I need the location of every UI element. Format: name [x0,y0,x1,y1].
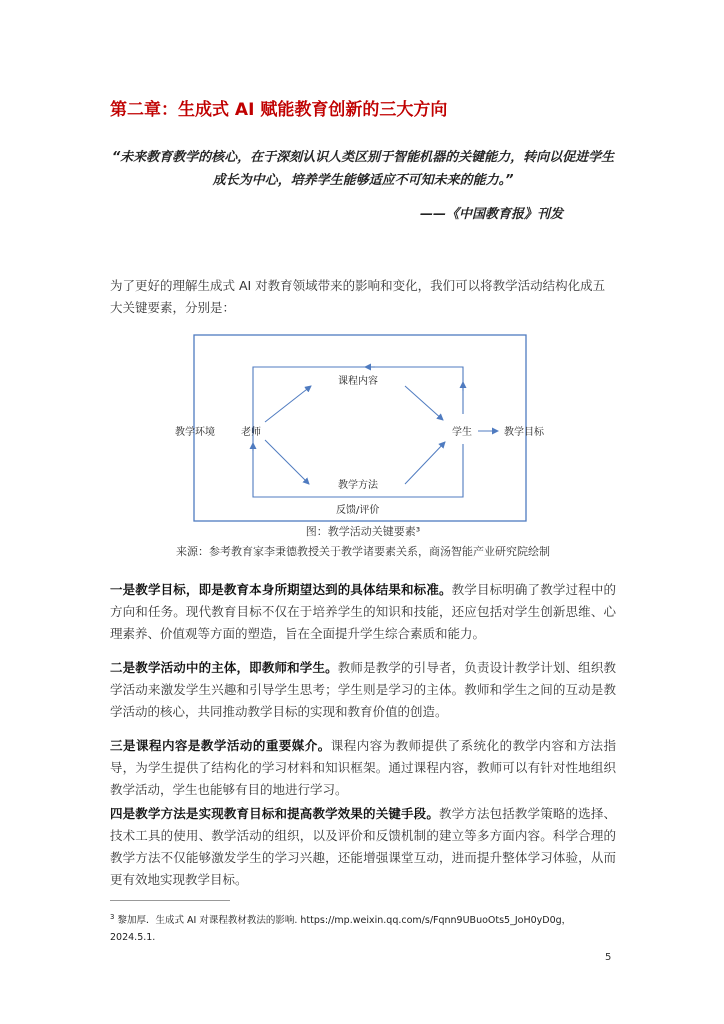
label-feedback: 反馈/评价 [336,505,380,516]
paragraph-goal [110,579,616,645]
label-teacher: 老师 [241,427,261,438]
label-method: 教学方法 [338,480,378,491]
paragraph-body: 教师是教学的引导者，负责设计教学计划、组织教学活动来激发学生兴趣和引导学生思考；学生则是学习的主体。教师和学生之间的互动是教学活动的核心，共同推动教学目标的实现和教育价值的创造。 [110,660,616,719]
paragraph-body: 教学目标明确了教学过程中的方向和任务。现代教育目标不仅在于培养学生的知识和技能，还应包括对学生创新思维、心理素养、价值观等方面的塑造，旨在全面提升学生综合素质和能力。 [110,582,616,641]
epigraph-source: ——《中国教育报》刊发 [420,207,564,222]
teacher-to-method-arrow [265,440,309,484]
method-to-student-arrow [405,442,445,484]
label-content: 课程内容 [338,376,378,387]
content-to-student-arrow [405,386,443,420]
figure-caption: 图：教学活动关键要素³ [305,525,421,538]
page-number: 5 [605,952,612,963]
paragraph-lead: 一是教学目标，即是教育本身所期望达到的具体结果和标准。 [110,582,452,597]
teaching-elements-diagram [175,334,544,522]
chapter-title: 第二章：生成式 AI 赋能教育创新的三大方向 [110,100,448,120]
footnote-divider [110,900,230,901]
epigraph-quote: “未来教育教学的核心，在于深刻认识人类区别于智能机器的关键能力，转向以促进学生成长为中心，培养学生能够适应不可知未来的能力。” [111,150,615,188]
footnote [110,909,616,946]
label-goal: 教学目标 [504,427,544,438]
figure-source: 来源：参考教育家李秉德教授关于教学诸要素关系，商汤智能产业研究院绘制 [176,545,550,558]
paragraph-lead: 四是教学方法是实现教育目标和提高教学效果的关键手段。 [110,806,439,821]
footnote-number: 3 [110,913,115,921]
teacher-to-content-arrow [265,386,311,422]
paragraph-method [110,803,616,891]
paragraph-content [110,735,616,801]
paragraph-lead: 二是教学活动中的主体，即教师和学生。 [110,660,338,675]
footnote-text[interactable]: 黎加厚．生成式 AI 对课程教材教法的影响. https://mp.weixin.qq.com/s/Fqnn9UBuoOts5_JoH0yD0g，2024.5.1. [110,915,572,944]
label-environment: 教学环境 [175,427,215,438]
intro-paragraph: 为了更好的理解生成式 AI 对教育领域带来的影响和变化，我们可以将教学活动结构化成五大关键要素，分别是： [110,278,606,315]
paragraph-body: 教学方法包括教学策略的选择、技术工具的使用、教学活动的组织，以及评价和反馈机制的建立等多方面内容。科学合理的教学方法不仅能够激发学生的学习兴趣，还能增强课堂互动，进而提升整体学习体验，从而更有效地实现教学目标。 [110,806,616,887]
paragraph-subjects [110,657,616,723]
paragraph-body: 课程内容为教师提供了系统化的教学内容和方法指导，为学生提供了结构化的学习材料和知识框架。通过课程内容，教师可以有针对性地组织教学活动，学生也能够有目的地进行学习。 [110,738,616,797]
paragraph-lead: 三是课程内容是教学活动的重要媒介。 [110,738,331,753]
label-student: 学生 [452,427,472,438]
